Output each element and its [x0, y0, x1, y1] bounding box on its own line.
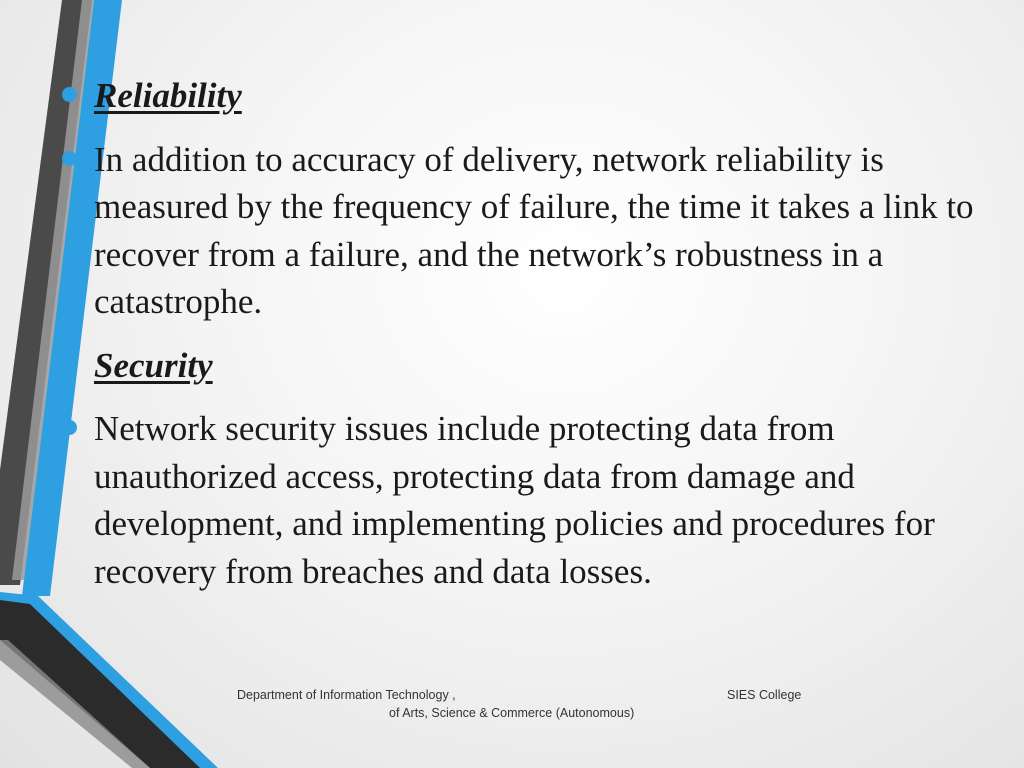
bullet-dot-icon	[62, 151, 77, 166]
bullet-dot-icon	[62, 357, 77, 372]
bullet-dot-icon	[62, 420, 77, 435]
bullet-reliability-heading	[60, 72, 980, 120]
security-heading: Security	[94, 345, 213, 385]
reliability-heading: Reliability	[94, 76, 242, 115]
slide-content	[60, 72, 980, 595]
footer-college-detail: of Arts, Science & Commerce (Autonomous)	[389, 706, 635, 720]
bullet-security-heading	[60, 342, 980, 390]
bullet-dot-icon	[62, 87, 77, 102]
bullet-reliability-body	[60, 136, 980, 326]
bullet-security-body	[60, 405, 980, 595]
security-body-text: Network security issues include protecting data from unauthorized access, protecting data from damage and development, and implementing policies and procedures for recovery from breaches and data losses.	[94, 409, 935, 591]
footer-department: Department of Information Technology ,	[237, 688, 456, 702]
footer-college: SIES College	[727, 688, 802, 702]
reliability-body-text: In addition to accuracy of delivery, network reliability is measured by the frequency of failure, the time it takes a link to recover from a failure, and the network’s robustness in a catastrophe.	[94, 139, 974, 321]
